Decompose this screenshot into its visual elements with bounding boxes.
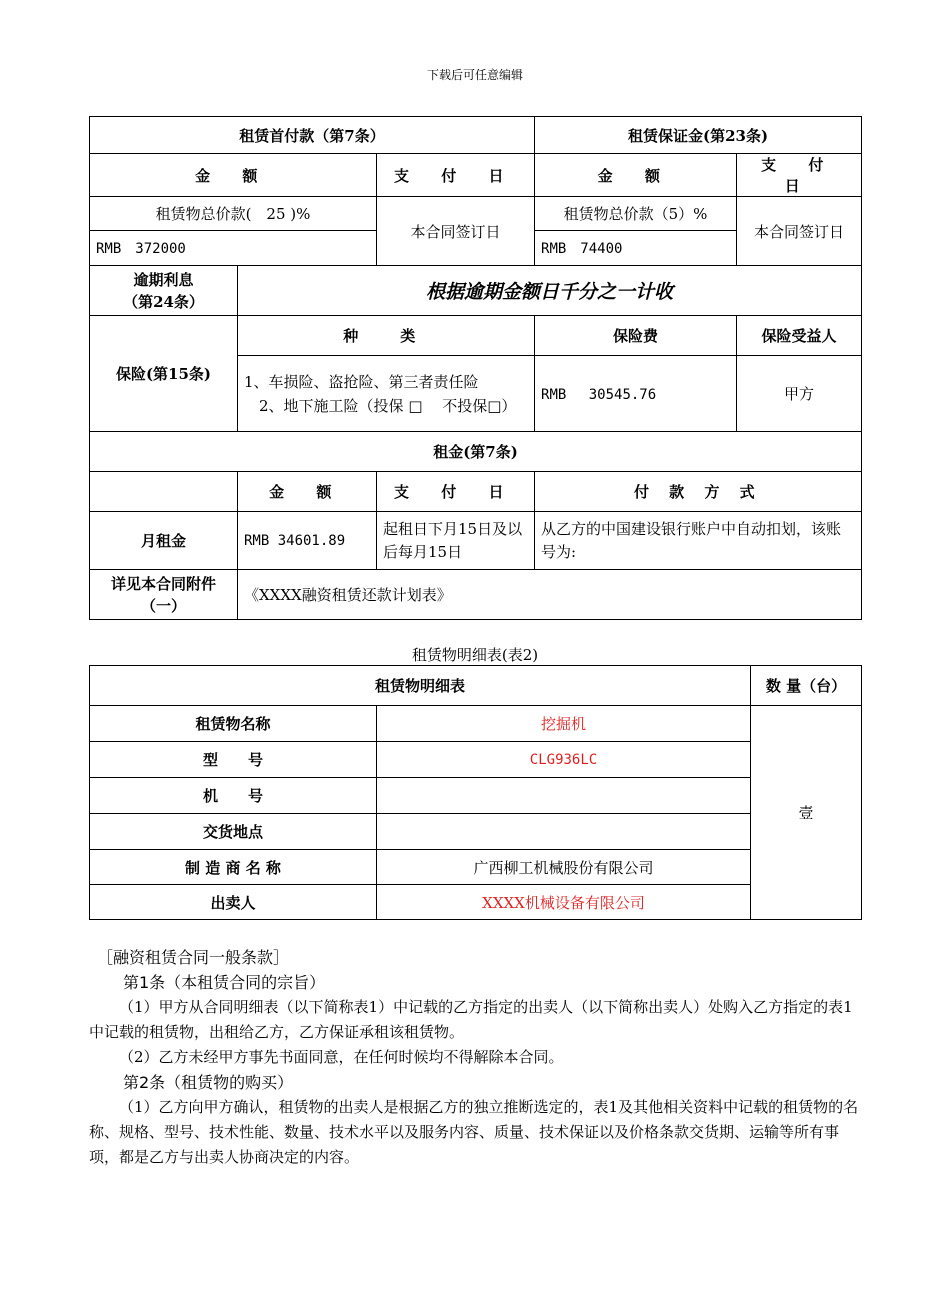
down-amount-label: 金 额 (90, 154, 377, 197)
rent-method-label: 付 款 方 式 (535, 472, 862, 512)
insurance-type-label: 种 类 (238, 316, 535, 356)
page-header: 下载后可任意编辑 (426, 68, 523, 82)
attachment-text: 《XXXX融资租赁还款计划表》 (238, 570, 862, 620)
insurance-label: 保险(第15条) (90, 316, 238, 432)
article1-para1: （1）甲方从合同明细表（以下简称表1）中记载的乙方指定的出卖人（以下简称出卖人）处购入乙方指定的表1中记载的租赁物，出租给乙方，乙方保证承租该租赁物。 (89, 998, 853, 1041)
item-table-title: 租赁物明细表 (90, 666, 751, 706)
general-terms (89, 945, 861, 1170)
article2-title: 第2条（租赁物的购买） (123, 1073, 294, 1092)
manufacturer-label: 制 造 商 名 称 (90, 850, 377, 885)
rent-date-label: 支 付 日 (377, 472, 535, 512)
article1-title: 第1条（本租赁合同的宗旨） (123, 973, 326, 992)
down-amount: RMB 372000 (90, 231, 377, 266)
machine-number-label: 机 号 (90, 778, 377, 814)
down-date: 本合同签订日 (377, 197, 535, 266)
overdue-label: 逾期利息 （第24条） (90, 266, 238, 316)
dep-amount-label: 金 额 (535, 154, 737, 197)
insurance-fee: RMB 30545.76 (535, 356, 737, 432)
insurance-beneficiary-label: 保险受益人 (737, 316, 862, 356)
deposit-amount: RMB 74400 (535, 231, 737, 266)
insurance-fee-label: 保险费 (535, 316, 737, 356)
dep-date-label: 支 付 日 (737, 154, 862, 197)
quantity-value: 壹 (751, 706, 862, 920)
table2-caption: 租赁物明细表(表2) (411, 646, 539, 664)
model-label: 型 号 (90, 742, 377, 778)
insurance-types: 1、车损险、盗抢险、第三者责任险 2、地下施工险（投保 □ 不投保□） (238, 356, 535, 432)
item-name-value: 挖掘机 (377, 706, 751, 742)
article2-para1: （1）乙方向甲方确认，租赁物的出卖人是根据乙方的独立推断选定的，表1及其他相关资料中记载的租赁物的名称、规格、型号、技术性能、数量、技术水平以及服务内容、质量、技术保证以及价格条款交货期、运输等所有事项，都是乙方与出卖人协商决定的内容。 (89, 1098, 859, 1166)
deposit-date: 本合同签订日 (737, 197, 862, 266)
delivery-location-label: 交货地点 (90, 814, 377, 850)
deposit-title: 租赁保证金(第23条) (535, 117, 862, 154)
seller-label: 出卖人 (90, 885, 377, 920)
insurance-beneficiary: 甲方 (737, 356, 862, 432)
delivery-location-value (377, 814, 751, 850)
monthly-rent-amount: RMB 34601.89 (238, 512, 377, 570)
rent-amount-label: 金 额 (238, 472, 377, 512)
leased-item-table (89, 665, 862, 920)
manufacturer-value: 广西柳工机械股份有限公司 (377, 850, 751, 885)
down-payment-title: 租赁首付款（第7条） (90, 117, 535, 154)
machine-number-value (377, 778, 751, 814)
article1-para2: （2）乙方未经甲方事先书面同意，在任何时候均不得解除本合同。 (119, 1048, 564, 1066)
overdue-text: 根据逾期金额日千分之一计收 (238, 266, 862, 316)
monthly-rent-label: 月租金 (90, 512, 238, 570)
monthly-rent-date: 起租日下月15日及以后每月15日 (377, 512, 535, 570)
attachment-label: 详见本合同附件（一） (90, 570, 238, 620)
lease-terms-table (89, 116, 862, 620)
monthly-rent-method: 从乙方的中国建设银行账户中自动扣划，该账号为: (535, 512, 862, 570)
model-value: CLG936LC (377, 742, 751, 778)
down-percentage: 租赁物总价款( 25 )% (90, 197, 377, 231)
item-name-label: 租赁物名称 (90, 706, 377, 742)
seller-value: XXXX机械设备有限公司 (377, 885, 751, 920)
rent-blank-cell (90, 472, 238, 512)
down-date-label: 支 付 日 (377, 154, 535, 197)
quantity-label: 数 量（台） (751, 666, 862, 706)
general-terms-title: ［融资租赁合同一般条款］ (97, 948, 290, 967)
rent-title: 租金(第7条) (90, 432, 862, 472)
deposit-percentage: 租赁物总价款（5）% (535, 197, 737, 231)
